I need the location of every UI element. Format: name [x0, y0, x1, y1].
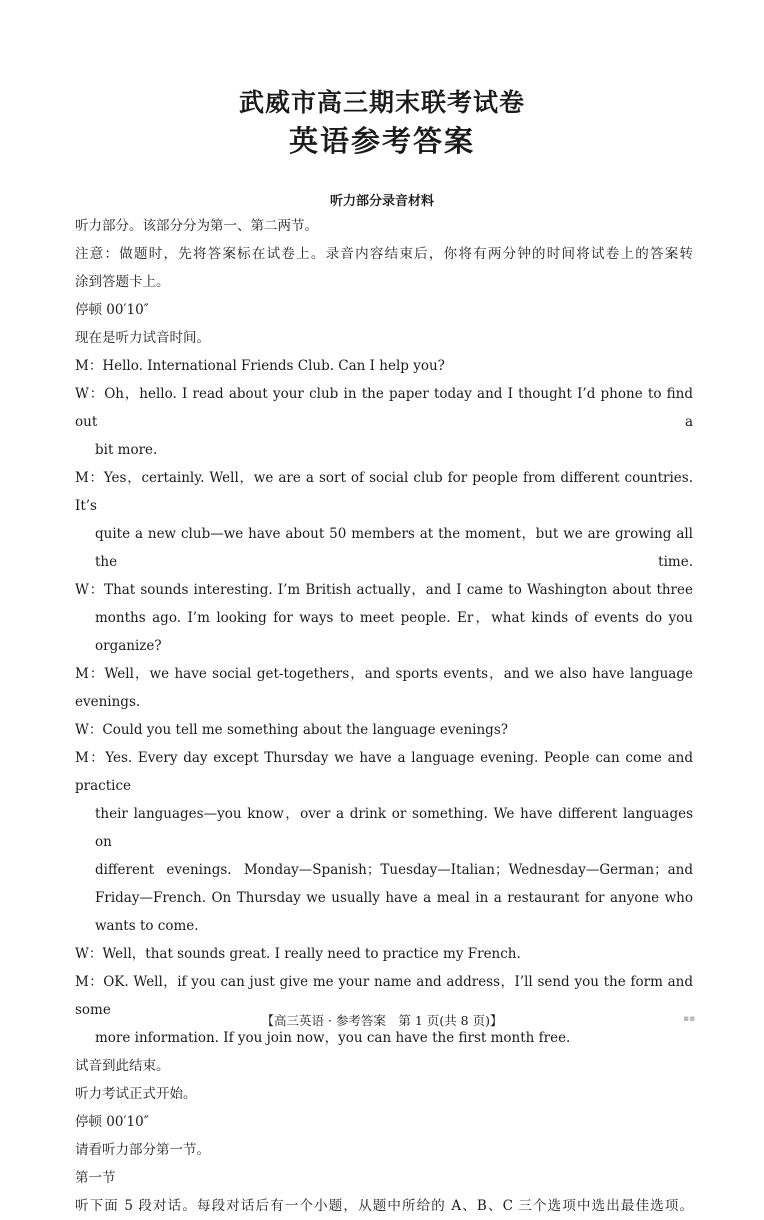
dialogue-line: W：Could you tell me something about the language evenings?	[75, 722, 508, 738]
speaker-label: M：	[75, 470, 104, 486]
dialogue-continuation: their languages—you know，over a drink or something. We have different languages on	[95, 806, 693, 850]
dialogue-continuation: different evenings. Monday—Spanish；Tuesday—Italian；Wednesday—German；and	[95, 862, 693, 878]
text-line: 涂到答题卡上。	[75, 274, 170, 290]
dialogue-continuation: bit more.	[95, 442, 158, 458]
section-title: 听力部分录音材料	[329, 194, 434, 209]
speaker-label: M：	[75, 974, 104, 990]
text-line: 试音到此结束。	[75, 1058, 170, 1074]
dialogue-continuation: months ago. I’m looking for ways to meet people. Er，what kinds of events do you organize?	[95, 610, 693, 654]
dialogue-line: M：Hello. International Friends Club. Can I help you?	[75, 358, 445, 374]
speaker-label: W：	[75, 946, 103, 962]
text-line: 请看听力部分第一节。	[75, 1142, 210, 1158]
page-footer: 【高三英语 · 参考答案 第 1 页(共 8 页)】	[261, 1013, 503, 1028]
speaker-label: M：	[75, 750, 106, 766]
dialogue-continuation: wants to come.	[95, 918, 199, 934]
dialogue-line: M：Yes. Every day except Thursday we have a language evening. People can come and practice	[75, 750, 693, 794]
speaker-label: M：	[75, 358, 103, 374]
text-line: 注意：做题时，先将答案标在试卷上。录音内容结束后，你将有两分钟的时间将试卷上的答案转	[75, 246, 693, 262]
speaker-label: W：	[75, 582, 105, 598]
section-heading: 第一节	[75, 1170, 116, 1186]
speaker-label: W：	[75, 386, 105, 402]
text-line: 听力部分。该部分分为第一、第二两节。	[75, 218, 318, 234]
dialogue-line: M：Well，we have social get-togethers，and sports events，and we also have language evenings.	[75, 666, 693, 710]
dialogue-line: M：Yes，certainly. Well，we are a sort of social club for people from different countries. It’s	[75, 470, 694, 514]
speaker-label: W：	[75, 722, 103, 738]
instruction-line: 听下面 5 段对话。每段对话后有一个小题，从题中所给的 A、B、C 三个选项中选出最佳选项。	[75, 1198, 693, 1214]
dialogue-continuation: more information. If you join now，you can have the first month free.	[95, 1030, 571, 1046]
answer-key-title: 英语参考答案	[288, 124, 475, 158]
speaker-label: M：	[75, 666, 105, 682]
scan-mark: ▪▪	[683, 1014, 696, 1024]
exam-title: 武威市高三期末联考试卷	[238, 88, 525, 117]
dialogue-line: W：Oh，hello. I read about your club in the paper today and I thought I’d phone to find out a	[75, 386, 693, 430]
dialogue-continuation: quite a new club—we have about 50 members at the moment，but we are growing all the time.	[95, 526, 693, 570]
dialogue-continuation: Friday—French. On Thursday we usually have a meal in a restaurant for anyone who	[95, 890, 693, 906]
transcript-body	[75, 212, 696, 1220]
pause-line: 停顿 00′10″	[75, 302, 149, 318]
dialogue-line: W：Well，that sounds great. I really need to practice my French.	[75, 946, 521, 962]
dialogue-line: W：That sounds interesting. I’m British actually，and I came to Washington about three	[75, 582, 693, 598]
text-line: 现在是听力试音时间。	[75, 330, 210, 346]
text-line: 听力考试正式开始。	[75, 1086, 197, 1102]
pause-line: 停顿 00′10″	[75, 1114, 149, 1130]
dialogue-line: M：OK. Well，if you can just give me your name and address，I’ll send you the form and some	[75, 974, 693, 1018]
